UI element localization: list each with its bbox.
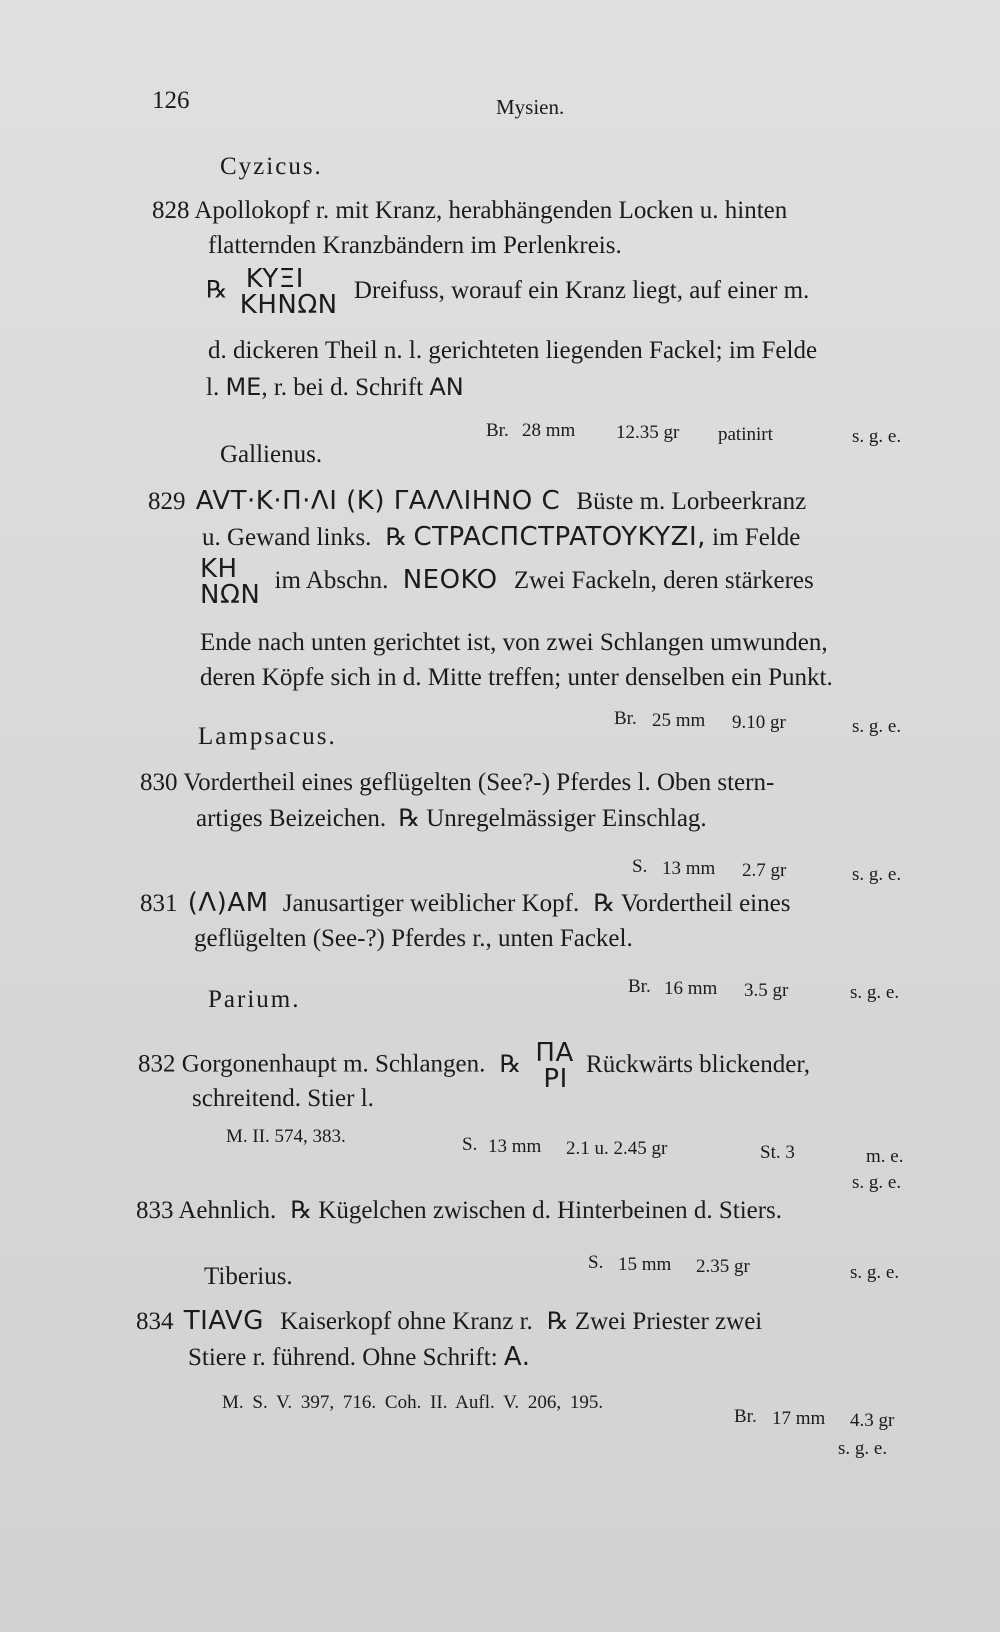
legend-bottom: PI <box>543 1064 568 1094</box>
entry-833-meta-size: 15 mm <box>618 1254 672 1275</box>
entry-text: u. Gewand links. <box>202 524 372 551</box>
reverse-symbol: ℞ <box>385 525 408 551</box>
legend-bottom: KHNΩN <box>239 290 338 320</box>
entry-text: artiges Beizeichen. <box>196 805 387 832</box>
entry-831-meta-size: 16 mm <box>664 978 718 999</box>
entry-text: Apollokopf r. mit Kranz, herabhängenden Locken u. hinten <box>194 197 788 224</box>
entry-829-line3 <box>200 556 814 608</box>
entry-829-line1 <box>148 486 806 517</box>
entry-828-line1 <box>152 196 787 226</box>
entry-834-line2 <box>188 1342 531 1373</box>
entry-text: Rückwärts blickender, <box>586 1050 810 1078</box>
reverse-symbol: ℞ <box>290 1198 313 1224</box>
legend-top: KYΞI <box>245 264 304 294</box>
entry-text: l. <box>206 374 220 401</box>
entry-829-meta-size: 25 mm <box>652 710 706 731</box>
reverse-symbol: ℞ <box>499 1051 522 1078</box>
entry-829-meta-weight: 9.10 gr <box>732 712 786 733</box>
entry-833-meta-metal: S. <box>588 1252 604 1273</box>
entry-830-meta-size: 13 mm <box>662 858 716 879</box>
entry-831-line2: geflügelten (See-?) Pferdes r., unten Fackel. <box>194 925 633 952</box>
entry-number: 833 <box>136 1197 174 1224</box>
entry-830-meta-weight: 2.7 gr <box>742 860 787 881</box>
entry-829-line5: deren Köpfe sich in d. Mitte treffen; unter denselben ein Punkt. <box>200 664 833 691</box>
entry-832-meta-collection-2: s. g. e. <box>852 1172 902 1193</box>
entry-text: Dreifuss, worauf ein Kranz liegt, auf einer m. <box>353 276 810 304</box>
entry-830-line2 <box>196 804 707 834</box>
entry-830-meta-collection: s. g. e. <box>852 864 902 885</box>
entry-831-meta-weight: 3.5 gr <box>744 980 789 1001</box>
entry-text: Kaiserkopf ohne Kranz r. <box>280 1308 533 1335</box>
entry-828-meta-note: patinirt <box>718 424 773 445</box>
entry-text: Büste m. Lorbeerkranz <box>576 488 807 515</box>
entry-number: 832 <box>138 1050 176 1078</box>
legend: TIAVG <box>183 1306 264 1336</box>
field-stack <box>200 556 260 608</box>
entry-834-meta-collection: s. g. e. <box>838 1438 888 1459</box>
section-heading-tiberius: Tiberius. <box>204 1263 293 1290</box>
entry-828-meta-size: 28 mm <box>522 420 576 441</box>
entry-831-meta-metal: Br. <box>628 976 651 997</box>
entry-829-line2 <box>202 522 800 553</box>
entry-834-line1 <box>136 1306 762 1337</box>
legend-top: ΠA <box>535 1038 574 1068</box>
section-heading-cyzicus: Cyzicus. <box>220 153 323 180</box>
entry-828-meta-weight: 12.35 gr <box>616 422 680 443</box>
letter: A. <box>503 1342 531 1372</box>
entry-828-line2: flatternden Kranzbändern im Perlenkreis. <box>208 232 622 259</box>
entry-text: im Felde <box>712 524 801 551</box>
entry-830-line1 <box>140 768 774 798</box>
entry-834-reference: M. S. V. 397, 716. Coh. II. Aufl. V. 206, 195. <box>222 1392 604 1413</box>
monogram-an: AN <box>429 373 464 401</box>
section-heading-parium: Parium. <box>208 986 301 1013</box>
entry-text: Zwei Priester zwei <box>574 1308 763 1335</box>
entry-text: Kügelchen zwischen d. Hinterbeinen d. Stiers. <box>318 1197 783 1224</box>
entry-828-line4: d. dickeren Theil n. l. gerichteten liegenden Fackel; im Felde <box>208 337 818 364</box>
entry-829-meta-metal: Br. <box>614 708 637 729</box>
monogram-me: ME <box>225 373 262 401</box>
entry-number: 834 <box>136 1308 174 1335</box>
running-title: Mysien. <box>496 95 565 119</box>
legend-stack <box>535 1040 573 1092</box>
entry-text: Stiere r. führend. Ohne Schrift: <box>188 1344 498 1371</box>
entry-832-line2: schreitend. Stier l. <box>192 1085 374 1112</box>
entry-832-meta-count: St. 3 <box>760 1142 795 1163</box>
entry-832-meta-size: 13 mm <box>488 1136 542 1157</box>
reverse-symbol: ℞ <box>593 891 615 917</box>
page-number: 126 <box>152 87 190 114</box>
entry-text: Vordertheil eines geflügelten (See?-) Pferdes l. Oben stern- <box>183 769 775 796</box>
entry-828-line3 <box>206 266 809 318</box>
entry-text: Janusartiger weiblicher Kopf. <box>282 890 580 917</box>
entry-832-meta-weight: 2.1 u. 2.45 gr <box>566 1138 668 1159</box>
entry-text: Aehnlich. <box>178 1197 277 1224</box>
legend-exergue: NEOKO <box>402 564 498 595</box>
entry-text: Vordertheil eines <box>620 890 791 917</box>
entry-number: 829 <box>148 488 186 515</box>
entry-text: , r. bei d. Schrift <box>261 374 424 401</box>
entry-829-line4: Ende nach unten gerichtet ist, von zwei Schlangen umwunden, <box>200 629 828 656</box>
entry-832-reference: M. II. 574, 383. <box>226 1126 346 1147</box>
entry-832-meta-collection-1: m. e. <box>866 1146 904 1167</box>
field-top: KH <box>200 554 238 584</box>
entry-number: 831 <box>140 890 178 917</box>
entry-834-meta-size: 17 mm <box>772 1408 826 1429</box>
entry-830-meta-metal: S. <box>632 856 648 877</box>
entry-831-line1 <box>140 888 790 919</box>
entry-833-meta-weight: 2.35 gr <box>696 1256 750 1277</box>
entry-833-meta-collection: s. g. e. <box>850 1262 900 1283</box>
entry-text: Zwei Fackeln, deren stärkeres <box>513 566 814 594</box>
entry-828-line5 <box>206 372 464 403</box>
entry-829-meta-collection: s. g. e. <box>852 716 902 737</box>
legend-obverse: AVT·K·Π·ΛI (K) ΓΑΛΛΙΗΝΟ C <box>195 486 561 516</box>
entry-text: Unregelmässiger Einschlag. <box>426 805 707 832</box>
legend-reverse: CTPACΠCTPATOYKYZI, <box>413 522 706 552</box>
field-bottom: NΩN <box>200 580 261 610</box>
entry-text: im Abschn. <box>274 566 389 594</box>
entry-828-meta-collection: s. g. e. <box>852 426 902 447</box>
entry-832-meta-metal: S. <box>462 1134 478 1155</box>
entry-833-line1 <box>136 1196 782 1226</box>
entry-number: 830 <box>140 769 178 796</box>
legend-stack <box>240 266 338 318</box>
entry-834-meta-metal: Br. <box>734 1406 757 1427</box>
reverse-symbol: ℞ <box>206 277 228 304</box>
section-heading-lampsacus: Lampsacus. <box>198 723 337 750</box>
reverse-symbol: ℞ <box>547 1309 569 1335</box>
reverse-symbol: ℞ <box>398 806 420 832</box>
entry-834-meta-weight: 4.3 gr <box>850 1410 895 1431</box>
entry-number: 828 <box>152 197 190 224</box>
entry-828-meta-metal: Br. <box>486 420 509 441</box>
legend: (Λ)AM <box>187 888 269 918</box>
section-heading-gallienus: Gallienus. <box>220 441 323 468</box>
entry-text: Gorgonenhaupt m. Schlangen. <box>181 1050 486 1078</box>
entry-831-meta-collection: s. g. e. <box>850 982 900 1003</box>
